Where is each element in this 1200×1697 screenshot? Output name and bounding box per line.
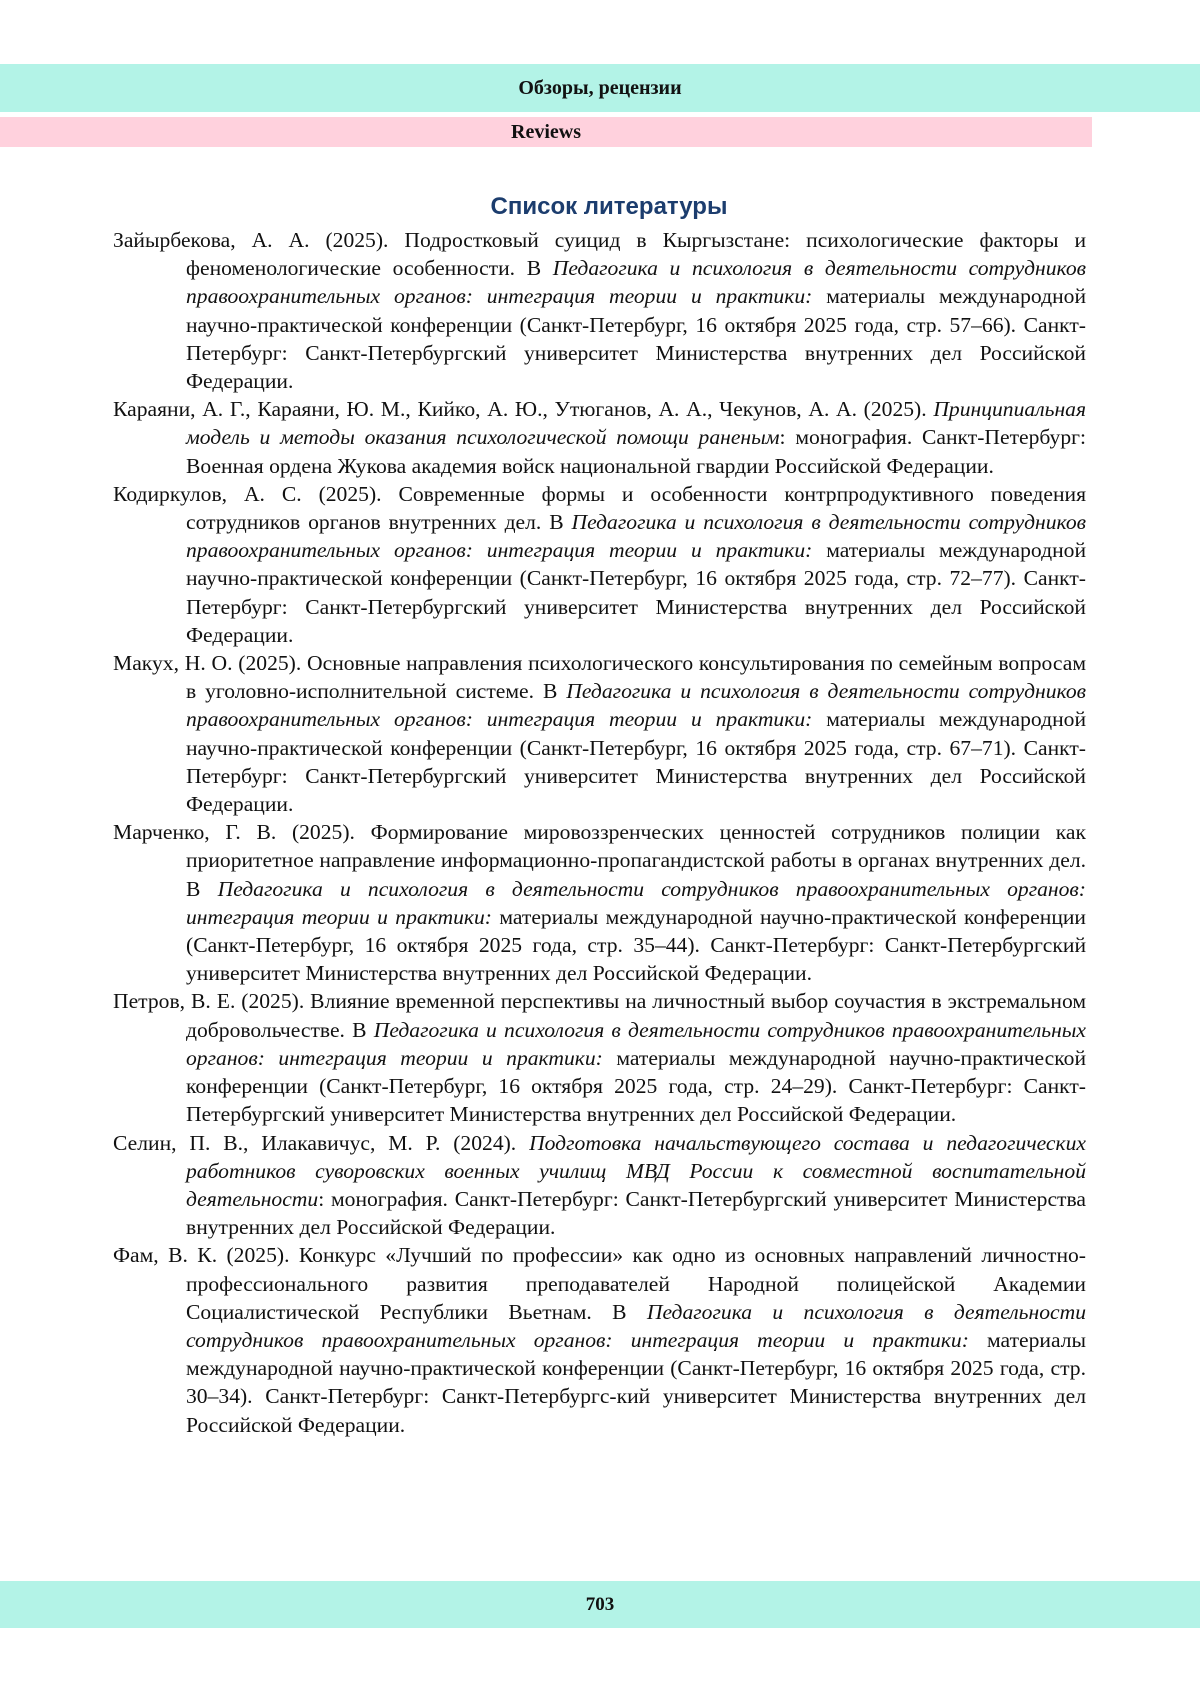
reference-text: Фам, В. К. (2025). Конкурс «Лучший по профессии» как одно из основных направлений личностно-профессионального развития преподавателей Народной полицейской Академии Социалистической Республики Вьетнам. В	[113, 1243, 1086, 1324]
reference-entry	[113, 1129, 1086, 1242]
reference-source-title: Подготовка начальствующего состава и педагогических работников суворовских военных училищ МВД России к совместной воспитательной деятельности	[186, 1130, 1086, 1211]
reference-source-title: Принципиальная модель и методы оказания психологической помощи раненым	[186, 397, 1086, 450]
reference-entry	[113, 480, 1086, 649]
reference-details: материалы международной научно-практической конференции (Санкт-Петербург, 16 октября 2025 года, стр. 35–44). Санкт-Петербург: Санкт-Петербургский университет Министерства внутренних дел Российской Федерации.	[186, 904, 1086, 986]
reference-text: Селин, П. В., Илакавичус, М. Р. (2024).	[113, 1130, 530, 1155]
reference-entry	[113, 395, 1086, 480]
reference-details: материалы международной научно-практической конференции (Санкт-Петербург, 16 октября 2025 года, стр. 57–66). Санкт-Петербург: Санкт-Петербургский университет Министерства внутренних дел Российской Федерации.	[186, 284, 1086, 394]
references-list	[113, 226, 1086, 1439]
reference-text: Петров, В. Е. (2025). Влияние временной перспективы на личностный выбор соучастия в экстремальном добровольчестве. В	[113, 989, 1086, 1042]
reference-source-title: Педагогика и психология в деятельности сотрудников правоохранительных органов: интеграция теории и практики:	[186, 256, 1086, 309]
reference-entry	[113, 1241, 1086, 1438]
section-header-band-en	[0, 117, 1092, 147]
section-header-band	[0, 64, 1200, 112]
reference-entry	[113, 649, 1086, 818]
reference-source-title: Педагогика и психология в деятельности сотрудников правоохранительных органов: интеграция теории и практики:	[186, 876, 1086, 929]
section-name-en: Reviews	[511, 120, 581, 143]
reference-details: материалы международной научно-практической конференции (Санкт-Петербург, 16 октября 2025 года, стр. 24–29). Санкт-Петербург: Санкт-Петербургский университет Министерства внутренних дел Российской Федерации.	[186, 1045, 1087, 1127]
reference-entry	[113, 818, 1086, 987]
reference-text: Марченко, Г. В. (2025). Формирование мировоззренческих ценностей сотрудников полиции как приоритетное направление информационно-пропагандистской работы в органах внутренних дел. В	[113, 820, 1086, 901]
reference-text: Караяни, А. Г., Караяни, Ю. М., Кийко, А. Ю., Утюганов, А. А., Чекунов, А. А. (2025).	[113, 397, 934, 422]
reference-details: материалы международной научно-практической конференции (Санкт-Петербург, 16 октября 2025 года, стр. 72–77). Санкт-Петербург: Санкт-Петербургский университет Министерства внутренних дел Российской Федерации.	[186, 538, 1086, 647]
page-footer-band	[0, 1581, 1200, 1628]
reference-source-title: Педагогика и психология в деятельности сотрудников правоохранительных органов: интеграция теории и практики:	[186, 1299, 1086, 1352]
reference-details: : монография. Санкт-Петербург: Военная ордена Жукова академия войск национальной гвардии Российской Федерации.	[186, 425, 1087, 478]
reference-source-title: Педагогика и психология в деятельности сотрудников правоохранительных органов: интеграция теории и практики:	[186, 510, 1086, 563]
page-number: 703	[585, 1593, 615, 1615]
reference-source-title: Педагогика и психология в деятельности сотрудников правоохранительных органов: интеграция теории и практики:	[186, 1017, 1086, 1070]
reference-source-title: Педагогика и психология в деятельности сотрудников правоохранительных органов: интеграция теории и практики:	[186, 679, 1086, 732]
reference-entry	[113, 226, 1086, 395]
reference-details: материалы международной научно-практической конференции (Санкт-Петербург, 16 октября 2025 года, стр. 30–34). Санкт-Петербург: Санкт-Петербургс-кий университет Министерства внутренних дел Российской Федерации.	[186, 1327, 1087, 1437]
section-name-ru: Обзоры, рецензии	[518, 76, 682, 99]
reference-text: Кодиркулов, А. С. (2025). Современные формы и особенности контрпродуктивного поведения сотрудников органов внутренних дел. В	[113, 481, 1086, 535]
reference-entry	[113, 987, 1086, 1128]
references-title: Список литературы	[490, 193, 728, 220]
reference-details: материалы международной научно-практической конференции (Санкт-Петербург, 16 октября 2025 года, стр. 67–71). Санкт-Петербург: Санкт-Петербургский университет Министерства внутренних дел Российской Федерации.	[186, 707, 1086, 817]
reference-details: : монография. Санкт-Петербург: Санкт-Петербургский университет Министерства внутренних дел Российской Федерации.	[186, 1186, 1086, 1240]
reference-text: Макух, Н. О. (2025). Основные направления психологического консультирования по семейным вопросам в уголовно-исполнительной системе. В	[113, 651, 1086, 704]
reference-text: Зайырбекова, А. А. (2025). Подростковый суицид в Кыргызстане: психологические факторы и феноменологические особенности. В	[113, 228, 1086, 281]
